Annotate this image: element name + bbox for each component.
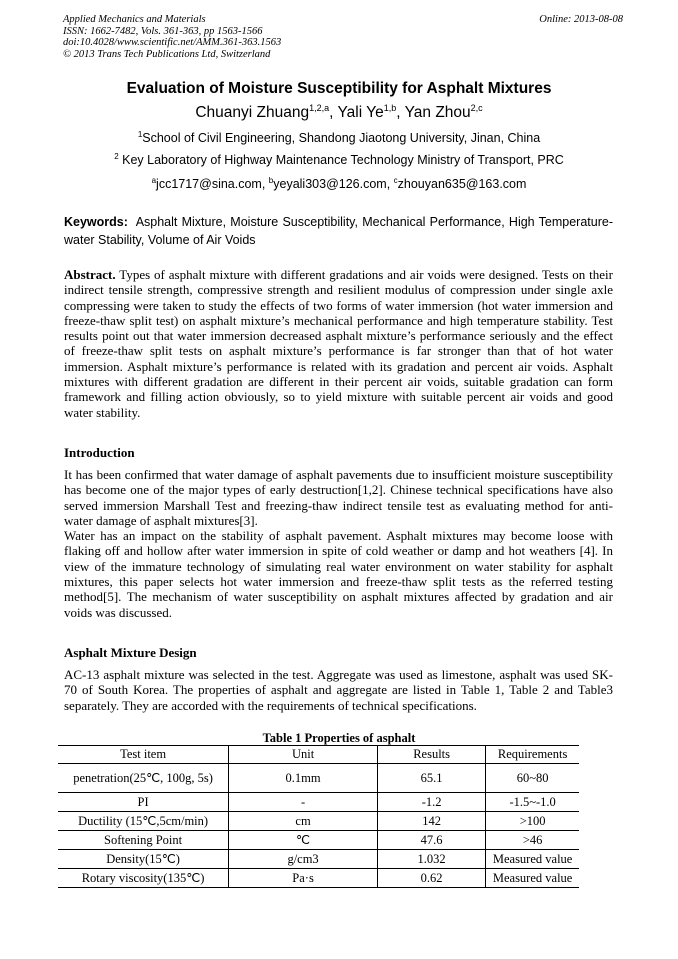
table-cell: -1.5~-1.0	[486, 793, 579, 812]
issn-line: ISSN: 1662-7482, Vols. 361-363, pp 1563-1566	[63, 25, 263, 37]
author-name: Yali Ye	[337, 104, 384, 121]
journal-name: Applied Mechanics and Materials	[63, 14, 206, 25]
author-name: Chuanyi Zhuang	[195, 104, 310, 121]
table-cell: Rotary viscosity(135℃)	[58, 869, 229, 888]
column-header: Unit	[229, 746, 378, 764]
column-header: Results	[377, 746, 485, 764]
abstract-label: Abstract.	[64, 267, 116, 282]
table-cell: 60~80	[486, 764, 579, 793]
column-header: Requirements	[486, 746, 579, 764]
affiliation-2: $^2$ Key Laboratory of Highway Maintenance Technology Ministry of Transport, PRC	[114, 152, 564, 167]
table-cell: ℃	[229, 831, 378, 850]
column-header: Test item	[58, 746, 229, 764]
table-cell: 1.032	[377, 850, 485, 869]
section-heading-introduction: Introduction	[64, 445, 135, 460]
table-cell: 47.6	[377, 831, 485, 850]
email-link[interactable]: jcc1717@sina.com,	[156, 177, 269, 191]
section-heading-design: Asphalt Mixture Design	[64, 645, 197, 660]
properties-table	[58, 745, 579, 888]
table-cell: cm	[229, 812, 378, 831]
table-cell: g/cm3	[229, 850, 378, 869]
author-superscript: 1,2,a	[309, 103, 330, 113]
keywords	[64, 213, 613, 249]
author-name: Yan Zhou	[404, 104, 471, 121]
table-cell: 142	[377, 812, 485, 831]
table-cell: Pa·s	[229, 869, 378, 888]
paragraph: AC-13 asphalt mixture was selected in the test. Aggregate was used as limestone, asphalt was used SK-70 of South Korea. The properties of asphalt and aggregate are listed in Table 1, Table 2 and Table3 separately. They are accorded with the requirements of technical specifications.	[64, 667, 613, 713]
table-row	[58, 869, 579, 888]
table-cell: Measured value	[486, 869, 579, 888]
table-row	[58, 793, 579, 812]
author-list: Chuanyi Zhuang$^{1,2,a}$, Yali Ye$^{1,b}$, Yan Zhou$^{2,c}$	[195, 103, 483, 121]
author-emails: $^a$jcc1717@sina.com, $^b$yeyali303@126.com, $^c$zhouyan635@163.com	[151, 176, 527, 191]
table-row	[58, 764, 579, 793]
table-row	[58, 831, 579, 850]
abstract	[64, 267, 613, 420]
table-cell: PI	[58, 793, 229, 812]
table-cell: Density(15℃)	[58, 850, 229, 869]
table-cell: Measured value	[486, 850, 579, 869]
paragraph: It has been confirmed that water damage of asphalt pavements due to insufficient moisture susceptibility has become one of the major types of early destruction[1,2]. Chinese technical specifications have also served immersion Marshall Test and freezing-thaw indirect tensile test as evaluating method for anti-water damage of asphalt mixtures[3].	[64, 467, 613, 528]
table-cell: 0.62	[377, 869, 485, 888]
table-row	[58, 850, 579, 869]
table-header-row	[58, 746, 579, 764]
table-cell: >100	[486, 812, 579, 831]
copyright-line: © 2013 Trans Tech Publications Ltd, Switzerland	[63, 48, 271, 60]
table-row	[58, 812, 579, 831]
table-cell: 65.1	[377, 764, 485, 793]
table-cell: 0.1mm	[229, 764, 378, 793]
table-cell: Softening Point	[58, 831, 229, 850]
abstract-text: Types of asphalt mixture with different gradations and air voids were designed. Tests on their indirect tensile strength, compressive strength and resilient modulus of compression under single axle compressing were taken to study the effects of two forms of water immersion (hot water immersion and freeze-thaw split test) on asphalt mixture’s mechanical performance and high temperature stability. Test results point out that water immersion decreased asphalt mixture’s performance seriously and the effect of freeze-thaw split tests on asphalt mixture’s performance is far stronger than that of hot water immersion. Asphalt mixture’s performance is related with its gradation and percent air voids. Asphalt mixtures with different gradation are different in their percent air voids, suitable gradation can form framework and filling action obviously, so to yield mixture with suitable percent air voids and good water stability.	[64, 267, 613, 420]
author-superscript: 2,c	[470, 103, 483, 113]
email-link[interactable]: zhouyan635@163.com	[397, 177, 527, 191]
design-body	[64, 667, 613, 713]
paragraph: Water has an impact on the stability of asphalt pavement. Asphalt mixtures may become loose with flaking off and hollow after water immersion in spite of cold weather or damp and hot weathers [4]. In view of the immature technology of simulating real water environment on water stability for asphalt mixtures, this paper selects hot water immersion and freeze-thaw split tests as the referred testing method[5]. The mechanism of water susceptibility on asphalt mixtures affected by gradation and air voids was discussed.	[64, 528, 613, 620]
affiliation-1: $^1$School of Civil Engineering, Shandong Jiaotong University, Jinan, China	[137, 130, 541, 145]
online-date: Online: 2013-08-08	[539, 14, 623, 25]
table-cell: Ductility (15℃,5cm/min)	[58, 812, 229, 831]
introduction-body	[64, 467, 613, 620]
table-caption: Table 1 Properties of asphalt	[262, 731, 416, 745]
table-cell: -1.2	[377, 793, 485, 812]
doi-line: doi:10.4028/www.scientific.net/AMM.361-363.1563	[63, 37, 282, 48]
email-link[interactable]: yeyali303@126.com,	[273, 177, 394, 191]
journal-header	[63, 14, 623, 60]
keywords-text: Asphalt Mixture, Moisture Susceptibility, Mechanical Performance, High Temperature-water Stability, Volume of Air Voids	[64, 215, 613, 247]
author-superscript: 1,b	[383, 103, 397, 113]
table-cell: >46	[486, 831, 579, 850]
table-cell: penetration(25℃, 100g, 5s)	[58, 764, 229, 793]
paper-title: Evaluation of Moisture Susceptibility for Asphalt Mixtures	[126, 80, 552, 97]
keywords-label: Keywords:	[64, 215, 128, 229]
table-cell: -	[229, 793, 378, 812]
